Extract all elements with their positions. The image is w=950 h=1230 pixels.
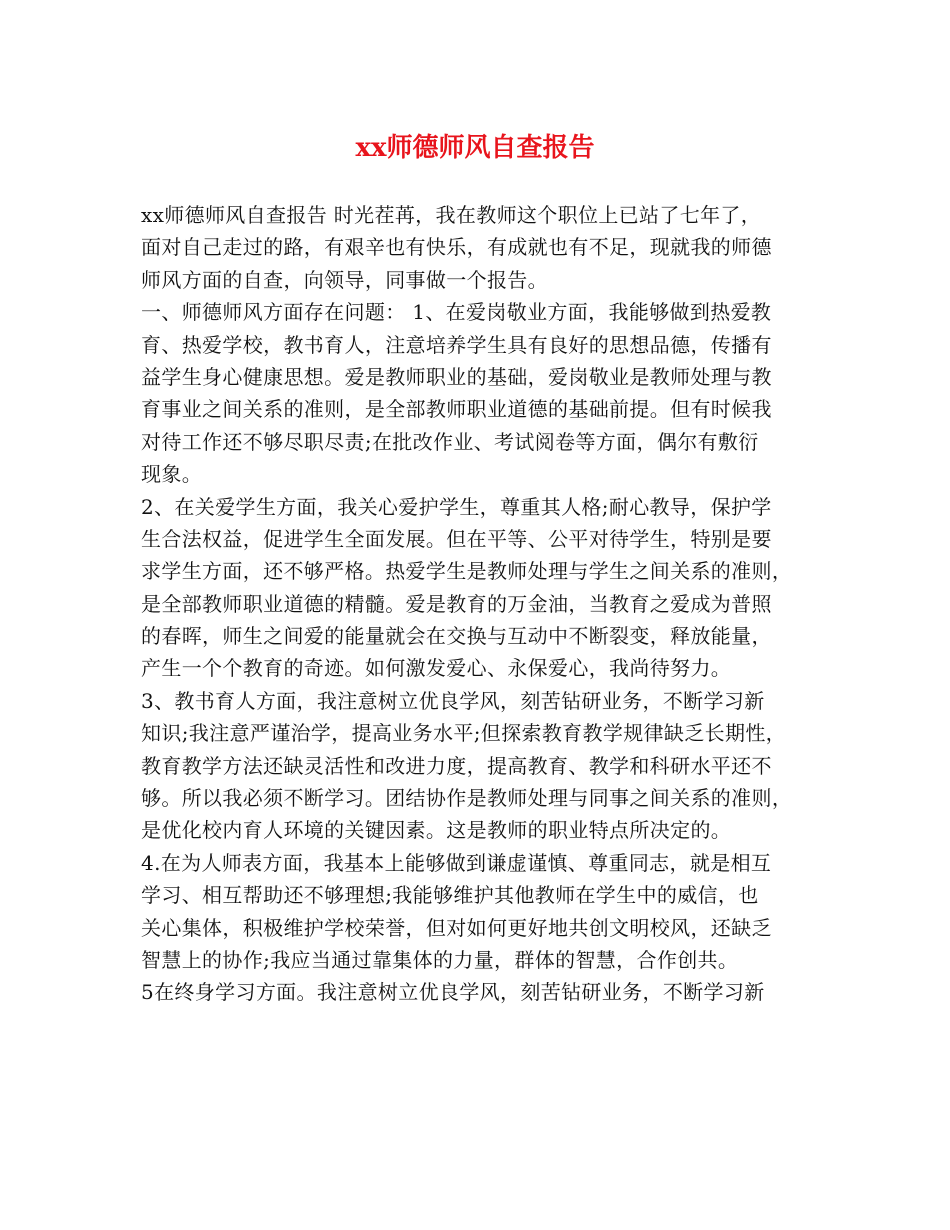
body-line: 育事业之间关系的准则，是全部教师职业道德的基础前提。但有时候我 — [141, 397, 772, 422]
body-line: 是优化校内育人环境的关键因素。这是教师的职业特点所决定的。 — [141, 818, 732, 843]
body-line: 是全部教师职业道德的精髓。爱是教育的万金油，当教育之爱成为普照 — [141, 591, 772, 616]
body-line: 现象。 — [141, 462, 203, 487]
body-line: 教育教学方法还缺灵活性和改进力度，提高教育、教学和科研水平还不 — [141, 753, 772, 778]
body-line: 求学生方面，还不够严格。热爱学生是教师处理与学生之间关系的准则， — [141, 559, 793, 584]
body-line: 产生一个个教育的奇迹。如何激发爱心、永保爱心，我尚待努力。 — [141, 656, 732, 681]
body-line: 5在终身学习方面。我注意树立优良学风，刻苦钻研业务，不断学习新 — [141, 980, 765, 1005]
body-line: 对待工作还不够尽职尽责;在批改作业、考试阅卷等方面，偶尔有敷衍 — [141, 429, 759, 454]
body-line: 够。所以我必须不断学习。团结协作是教师处理与同事之间关系的准则， — [141, 786, 793, 811]
body-line: 3、教书育人方面，我注意树立优良学风，刻苦钻研业务，不断学习新 — [141, 688, 765, 713]
body-line: 生合法权益，促进学生全面发展。但在平等、公平对待学生，特别是要 — [141, 526, 772, 551]
body-line: 4.在为人师表方面，我基本上能够做到谦虚谨慎、尊重同志，就是相互 — [141, 850, 772, 875]
body-line: 师风方面的自查，向领导，同事做一个报告。 — [141, 267, 548, 292]
body-line: 2、在关爱学生方面，我关心爱护学生，尊重其人格;耐心教导，保护学 — [141, 494, 772, 519]
body-line: 育、热爱学校，教书育人，注意培养学生具有良好的思想品德，传播有 — [141, 332, 772, 357]
body-line: 一、师德师风方面存在问题： 1、在爱岗敬业方面，我能够做到热爱教 — [141, 300, 772, 325]
body-line: 知识;我注意严谨治学，提高业务水平;但探索教育教学规律缺乏长期性， — [141, 721, 787, 746]
body-line: 智慧上的协作;我应当通过靠集体的力量，群体的智慧，合作创共。 — [141, 947, 739, 972]
body-line: 面对自己走过的路，有艰辛也有快乐，有成就也有不足，现就我的师德 — [141, 235, 772, 260]
body-line: 的春晖，师生之间爱的能量就会在交换与互动中不断裂变，释放能量， — [141, 624, 772, 649]
body-line: xx师德师风自查报告 时光茬苒，我在教师这个职位上已站了七年了， — [141, 203, 762, 227]
body-line: 关心集体，积极维护学校荣誉，但对如何更好地共创文明校风，还缺乏 — [141, 915, 772, 940]
document-title: xx师德师风自查报告 — [355, 133, 595, 163]
body-line: 学习、相互帮助还不够理想;我能够维护其他教师在学生中的威信，也 — [141, 883, 759, 908]
body-line: 益学生身心健康思想。爱是教师职业的基础，爱岗敬业是教师处理与教 — [141, 364, 772, 389]
document-body — [141, 199, 821, 1009]
